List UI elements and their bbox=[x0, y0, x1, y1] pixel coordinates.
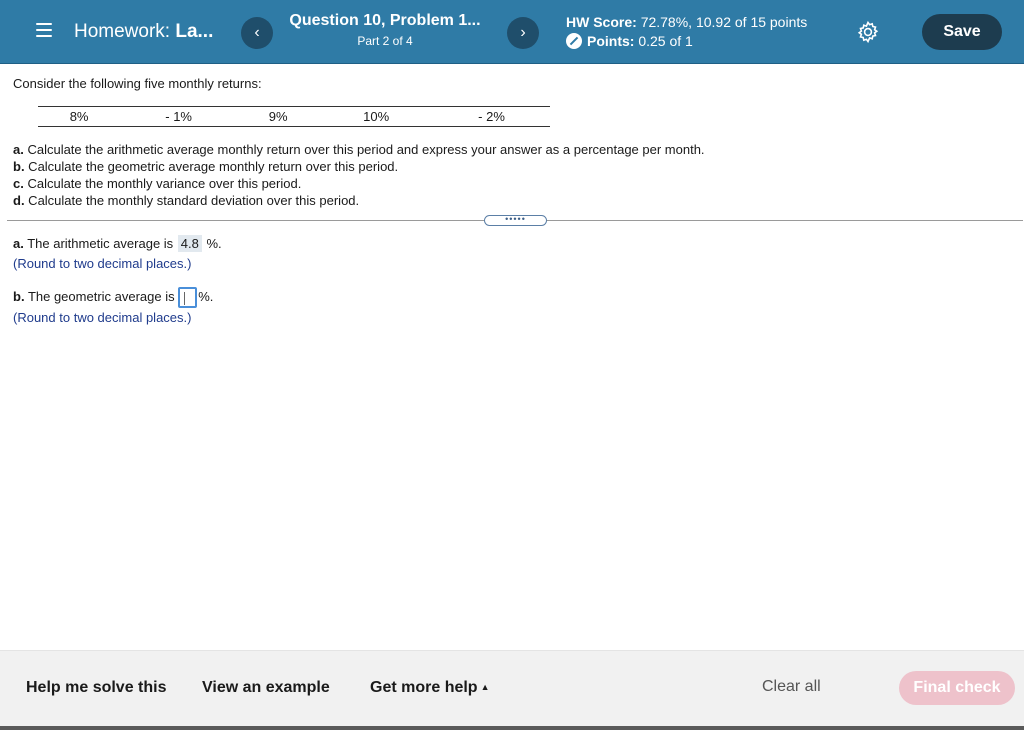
help-me-solve-button[interactable]: Help me solve this bbox=[26, 679, 167, 696]
geometric-average-input[interactable] bbox=[178, 287, 197, 308]
more-help-label: Get more help bbox=[370, 679, 478, 696]
task-item bbox=[13, 192, 705, 209]
task-item bbox=[13, 158, 705, 175]
homework-name: La... bbox=[175, 21, 214, 42]
question-title-block bbox=[280, 12, 490, 48]
homework-title[interactable] bbox=[74, 21, 213, 43]
answer-prefix: The arithmetic average is bbox=[23, 236, 177, 251]
return-cell: - 2% bbox=[478, 109, 505, 124]
answer-b bbox=[13, 287, 213, 308]
expand-toggle-button[interactable]: ••••• bbox=[484, 215, 547, 226]
points-value: 0.25 of 1 bbox=[638, 33, 693, 49]
answer-suffix: %. bbox=[202, 236, 222, 251]
answer-suffix: %. bbox=[198, 289, 214, 304]
points-label: Points: bbox=[587, 33, 635, 49]
arithmetic-average-answer: 4.8 bbox=[178, 235, 202, 252]
task-letter: c. bbox=[13, 176, 24, 191]
answer-prefix: The geometric average is bbox=[24, 289, 179, 304]
rounding-hint: (Round to two decimal places.) bbox=[13, 256, 192, 271]
task-letter: d. bbox=[13, 193, 25, 208]
view-example-button[interactable]: View an example bbox=[202, 679, 330, 696]
final-check-button[interactable]: Final check bbox=[899, 671, 1015, 705]
homework-prefix: Homework: bbox=[74, 21, 176, 42]
task-item bbox=[13, 175, 705, 192]
hamburger-menu-icon[interactable] bbox=[36, 23, 52, 37]
answer-letter: b. bbox=[13, 289, 25, 304]
footer-bar bbox=[0, 650, 1024, 730]
answer-a bbox=[13, 235, 222, 252]
get-more-help-button[interactable] bbox=[370, 679, 490, 697]
task-list bbox=[13, 141, 705, 209]
task-text: Calculate the monthly variance over this period. bbox=[23, 176, 302, 191]
points bbox=[566, 32, 807, 51]
hw-score bbox=[566, 13, 807, 32]
task-item bbox=[13, 141, 705, 158]
table-row bbox=[38, 107, 550, 127]
task-text: Calculate the arithmetic average monthly return over this period and express your answer as a percentage per month. bbox=[23, 142, 705, 157]
task-text: Calculate the geometric average monthly return over this period. bbox=[24, 159, 399, 174]
previous-question-button[interactable]: ‹ bbox=[241, 17, 273, 49]
return-cell: 10% bbox=[363, 109, 390, 124]
caret-up-icon: ▲ bbox=[480, 682, 490, 692]
top-header bbox=[0, 0, 1024, 64]
task-letter: a. bbox=[13, 142, 24, 157]
hw-score-value: 72.78%, 10.92 of 15 points bbox=[640, 14, 808, 30]
partial-credit-icon bbox=[566, 33, 582, 49]
score-block bbox=[566, 13, 807, 51]
clear-all-button[interactable]: Clear all bbox=[762, 678, 821, 695]
return-cell: - 1% bbox=[165, 109, 192, 124]
save-button[interactable]: Save bbox=[922, 14, 1002, 50]
question-intro: Consider the following five monthly returns: bbox=[13, 76, 262, 91]
return-cell: 9% bbox=[268, 109, 288, 124]
window-bottom-edge bbox=[0, 726, 1024, 730]
question-part: Part 2 of 4 bbox=[357, 34, 413, 48]
rounding-hint: (Round to two decimal places.) bbox=[13, 310, 192, 325]
settings-gear-icon[interactable] bbox=[856, 20, 880, 44]
task-text: Calculate the monthly standard deviation over this period. bbox=[24, 193, 360, 208]
answer-letter: a. bbox=[13, 236, 24, 251]
task-letter: b. bbox=[13, 159, 25, 174]
return-cell: 8% bbox=[69, 109, 89, 124]
next-question-button[interactable]: › bbox=[507, 17, 539, 49]
returns-table bbox=[38, 106, 550, 127]
question-title: Question 10, Problem 1... bbox=[289, 12, 481, 29]
hw-score-label: HW Score: bbox=[566, 14, 637, 30]
